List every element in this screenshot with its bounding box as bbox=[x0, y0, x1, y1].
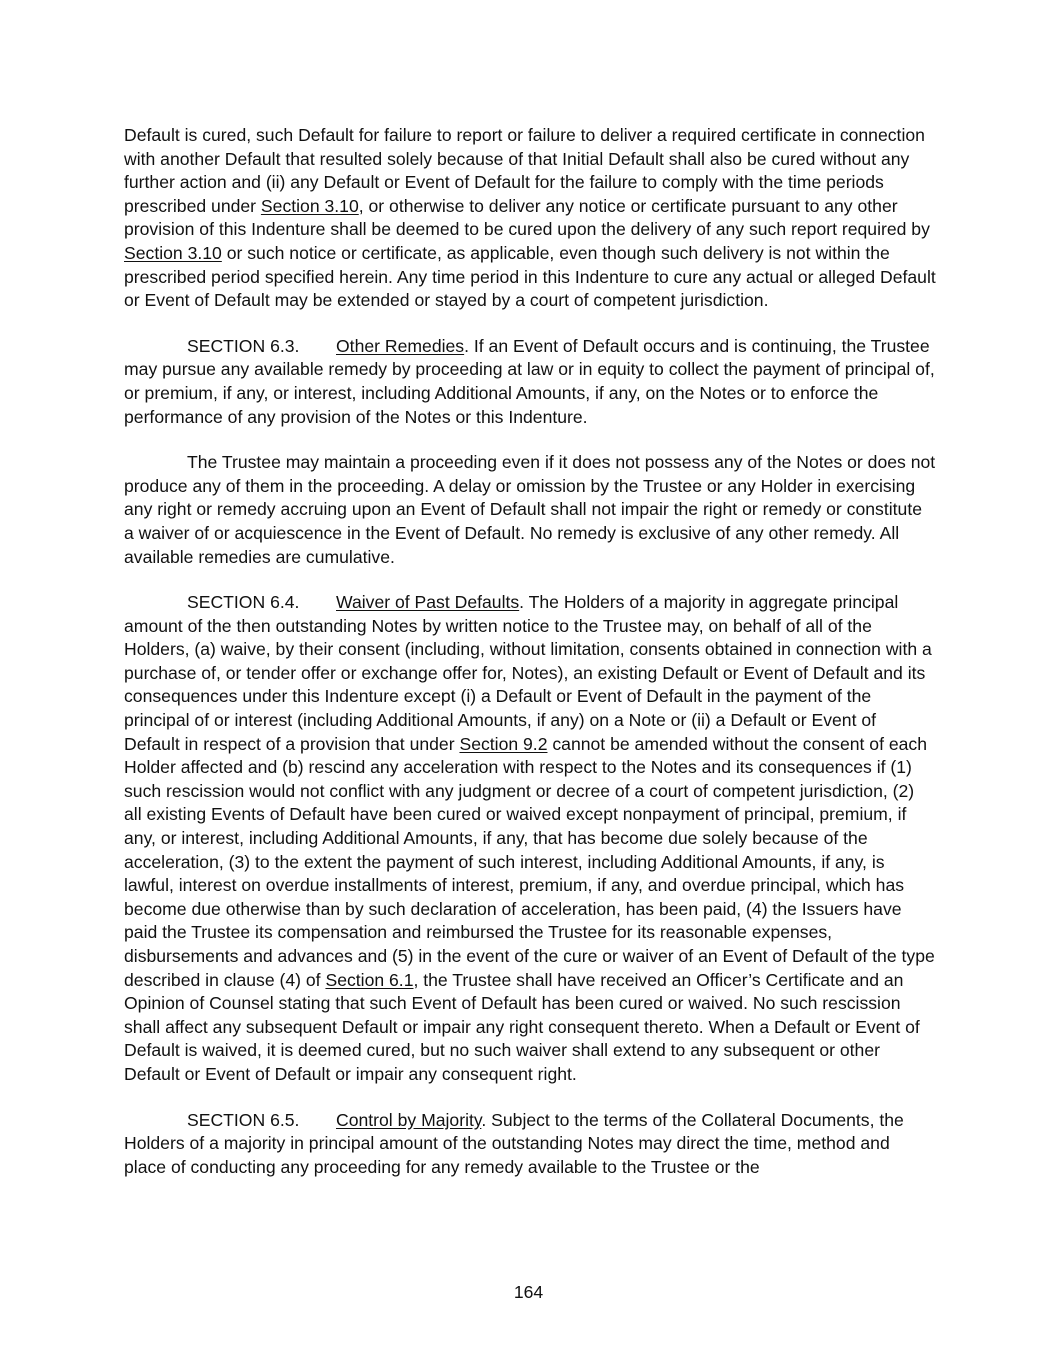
section-6-3-paragraph bbox=[124, 335, 936, 429]
section-6-4-paragraph bbox=[124, 591, 936, 1086]
cross-reference-section-6-1[interactable]: Section 6.1 bbox=[325, 969, 414, 990]
section-heading: Other Remedies bbox=[336, 335, 465, 356]
text-run: The Trustee may maintain a proceeding even if it does not possess any of the Notes or does not produce any of them in the proceeding. A delay or omission by the Trustee or any Holder in exercising any right or remedy accruing upon an Event of Default shall not impair the right or remedy or constitute a waiver of or acquiescence in the Event of Default. No remedy is exclusive of any other remedy. All available remedies are cumulative. bbox=[124, 452, 936, 567]
text-run: , the Trustee shall have received an Officer’s Certificate and an Opinion of Counsel stating that such Event of Default has been cured or waived. No such rescission shall affect any subsequent Default or impair any right consequent thereto. When a Default or Event of Default is waived, it is deemed cured, but no such waiver shall extend to any subsequent or other Default or Event of Default or impair any consequent right. bbox=[124, 969, 920, 1084]
section-heading: Waiver of Past Defaults bbox=[336, 592, 520, 613]
text-run: Default is cured, such Default for failure to report or failure to deliver a required certificate in connection with another Default that resulted solely because of that Initial Default shall also be cured without any further action and (ii) any Default or Event of Default for the failure to comply with the time periods prescribed under bbox=[124, 125, 925, 216]
text-run: . The Holders of a majority in aggregate principal amount of the then outstanding Notes by written notice to the Trustee may, on behalf of all of the Holders, (a) waive, by their consent (including, without limitation, consents obtained in connection with a purchase of, or tender offer or exchange offer for, Notes), an existing Default or Event of Default and its consequences under this Indenture except (i) a Default or Event of Default in the payment of the principal of or interest (including Additional Amounts, if any) on a Note or (ii) a Default or Event of Default in respect of a provision that under bbox=[124, 592, 932, 754]
section-number: SECTION 6.4. bbox=[187, 592, 300, 613]
trustee-proceeding-paragraph bbox=[124, 451, 936, 569]
section-heading: Control by Majority bbox=[336, 1109, 482, 1130]
paragraph-default-cured bbox=[124, 124, 936, 313]
text-run: or such notice or certificate, as applicable, even though such delivery is not within the prescribed period specified herein. Any time period in this Indenture to cure any actual or alleged Default or Event of Default may be extended or stayed by a court of competent jurisdiction. bbox=[124, 242, 936, 311]
text-run: . Subject to the terms of the Collateral Documents, the Holders of a majority in principal amount of the outstanding Notes may direct the time, method and place of conducting any proceeding for any remedy available to the Trustee or the bbox=[124, 1109, 904, 1177]
section-number: SECTION 6.3. bbox=[187, 335, 300, 356]
section-6-5-paragraph bbox=[124, 1109, 936, 1180]
page-number: 164 bbox=[513, 1282, 544, 1302]
cross-reference-section-3-10[interactable]: Section 3.10 bbox=[260, 195, 359, 216]
section-number: SECTION 6.5. bbox=[187, 1109, 300, 1130]
text-run: cannot be amended without the consent of each Holder affected and (b) rescind any acceleration with respect to the Notes and its consequences if (1) such rescission would not conflict with any judgment or decree of a court of competent jurisdiction, (2) all existing Events of Default have been cured or waived except nonpayment of principal, premium, if any, or interest, including Additional Amounts, if any, that has become due solely because of the acceleration, (3) to the extent the payment of such interest, including Additional Amounts, if any, is lawful, interest on overdue installments of interest, premium, if any, and overdue principal, which has become due otherwise than by such declaration of acceleration, has been paid, (4) the Issuers have paid the Trustee its compensation and reimbursed the Trustee for its reasonable expenses, disbursements and advances and (5) in the event of the cure or waiver of an Event of Default of the type described in clause (4) of bbox=[124, 733, 935, 990]
cross-reference-section-3-10[interactable]: Section 3.10 bbox=[124, 242, 222, 263]
document-body bbox=[124, 124, 936, 1201]
cross-reference-section-9-2[interactable]: Section 9.2 bbox=[459, 733, 548, 754]
text-run: , or otherwise to deliver any notice or certificate pursuant to any other provision of this Indenture shall be deemed to be cured upon the delivery of any such report required by bbox=[124, 195, 930, 240]
text-run: . If an Event of Default occurs and is continuing, the Trustee may pursue any available remedy by proceeding at law or in equity to collect the payment of principal of, or premium, if any, or interest, including Additional Amounts, if any, on the Notes or to enforce the performance of any provision of the Notes or this Indenture. bbox=[124, 335, 935, 427]
